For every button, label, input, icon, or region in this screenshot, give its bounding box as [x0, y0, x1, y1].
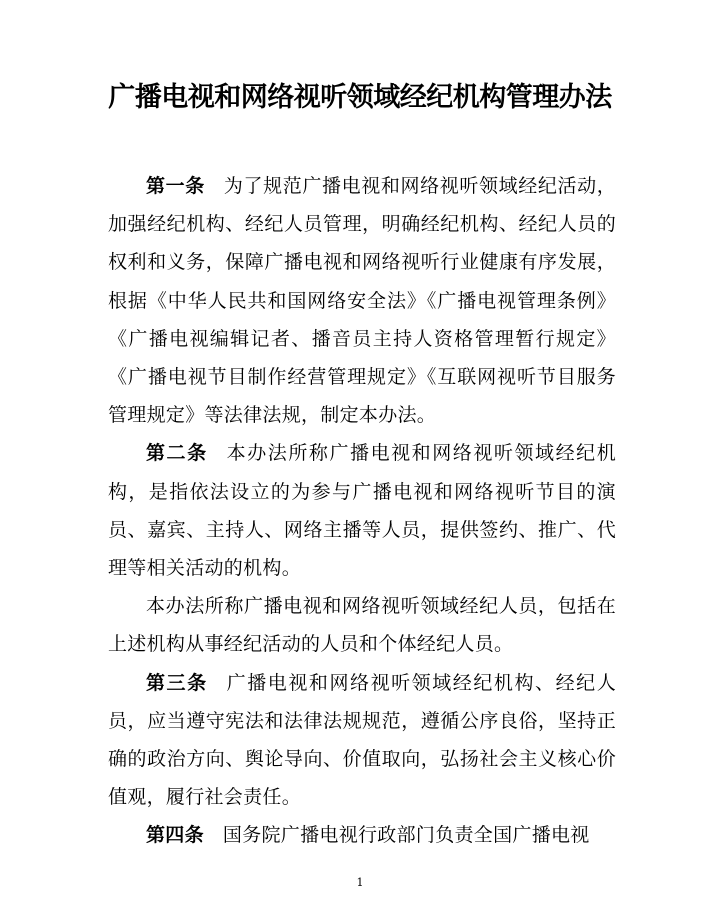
article-text: 本办法所称广播电视和网络视听领域经纪人员，包括在上述机构从事经纪活动的人员和个体经纪人员。: [108, 595, 616, 656]
article-label: 第三条: [146, 671, 208, 694]
article-label: 第二条: [146, 442, 208, 465]
article-label: 第一条: [146, 175, 205, 197]
article-3: [108, 664, 616, 817]
article-1: [108, 167, 616, 434]
article-2-paragraph-2: [108, 587, 616, 663]
article-2: [108, 434, 616, 587]
article-4: [108, 816, 616, 854]
article-label: 第四条: [146, 824, 204, 847]
document-title: 广播电视和网络视听领域经纪机构管理办法: [108, 82, 612, 113]
page-number: 1: [356, 876, 364, 889]
document-body: [108, 167, 616, 855]
article-text: 广播电视和网络视听领域经纪机构、经纪人员，应当遵守宪法和法律法规规范，遵循公序良俗，坚持正确的政治方向、舆论导向、价值取向，弘扬社会主义核心价值观，履行社会责任。: [108, 671, 616, 809]
article-text: 本办法所称广播电视和网络视听领域经纪机构，是指依法设立的为参与广播电视和网络视听节目的演员、嘉宾、主持人、网络主播等人员，提供签约、推广、代理等相关活动的机构。: [108, 442, 616, 580]
article-text: 国务院广播电视行政部门负责全国广播电视: [222, 824, 590, 847]
article-text: 为了规范广播电视和网络视听领域经纪活动，加强经纪机构、经纪人员管理，明确经纪机构、经纪人员的权利和义务，保障广播电视和网络视听行业健康有序发展，根据《中华人民共和国网络安全法》《广播电视管理条例》《广播电视编辑记者、播音员主持人资格管理暂行规定》《广播电视节目制作经营管理规定》《互联网视听节目服务管理规定》等法律法规，制定本办法。: [108, 175, 616, 427]
